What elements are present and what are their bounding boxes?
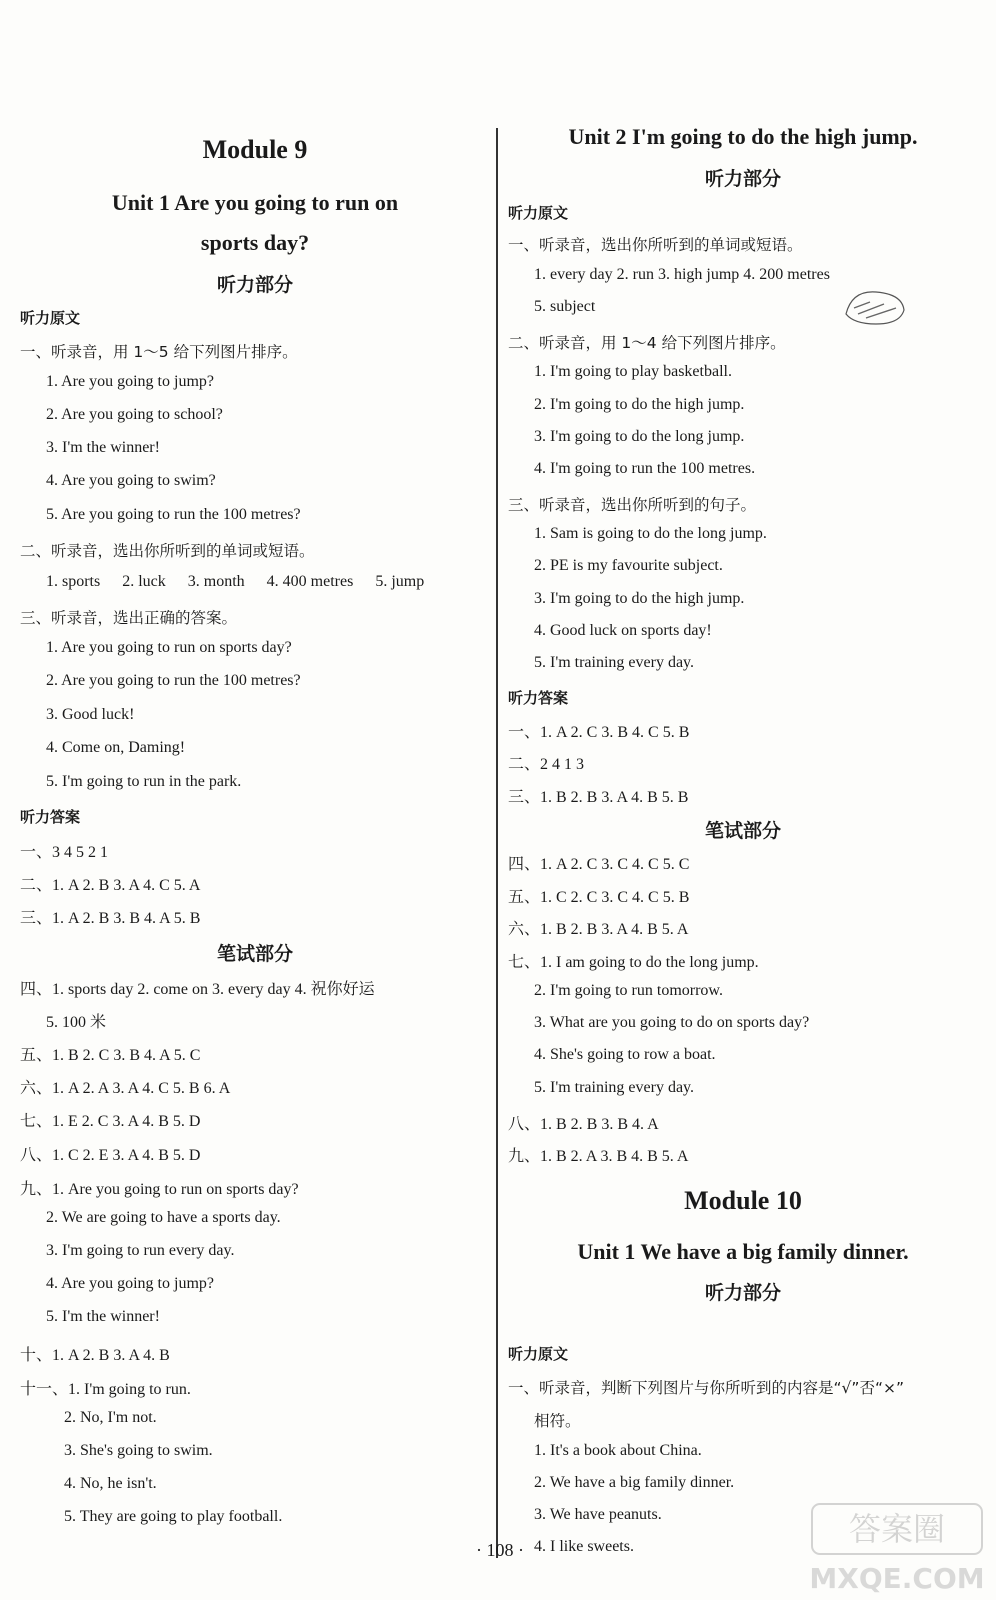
listening-part-heading: 听力部分 xyxy=(216,274,293,296)
answer-row: 五、1. C 2. C 3. C 4. C 5. B xyxy=(508,889,690,906)
question-3: 三、听录音，选出正确的答案。 xyxy=(20,609,238,627)
answer-row: 十、1. A 2. B 3. A 4. B xyxy=(20,1347,170,1364)
listening-answers-label: 听力答案 xyxy=(20,808,81,826)
list-item: 2. Are you going to school? xyxy=(46,406,223,423)
question-3: 三、听录音，选出你所听到的句子。 xyxy=(508,496,757,514)
listening-answers-label: 听力答案 xyxy=(508,689,569,707)
answer-row: 四、1. sports day 2. come on 3. every day 4. 祝你好运 xyxy=(20,981,375,998)
listening-part-heading: 听力部分 xyxy=(704,1282,781,1304)
list-item: 2. We are going to have a sports day. xyxy=(46,1209,281,1226)
list-item: 4. Are you going to swim? xyxy=(46,472,216,489)
written-part-heading: 笔试部分 xyxy=(216,943,293,965)
answer-row: 三、1. A 2. B 3. B 4. A 5. B xyxy=(20,910,201,927)
list-item: 5. Are you going to run the 100 metres? xyxy=(46,506,301,523)
answer-row: 四、1. A 2. C 3. C 4. C 5. C xyxy=(508,856,690,873)
list-item: 3. month xyxy=(187,573,245,590)
listening-text-label: 听力原文 xyxy=(508,1345,569,1363)
module-10-unit-1-title: Unit 1 We have a big family dinner. xyxy=(577,1239,909,1264)
question-1: 一、听录音，判断下列图片与你所听到的内容是“√”否“×” xyxy=(508,1379,904,1397)
written-part-heading: 笔试部分 xyxy=(704,820,781,842)
answer-row: 5. 100 米 xyxy=(46,1014,107,1031)
list-item: 5. jump xyxy=(375,573,425,590)
list-item: 5. I'm training every day. xyxy=(534,654,695,671)
answer-row: 六、1. A 2. A 3. A 4. C 5. B 6. A xyxy=(20,1080,231,1097)
list-item: 1. sports xyxy=(46,573,101,590)
list-item: 5. They are going to play football. xyxy=(64,1508,283,1525)
answer-options-row xyxy=(46,573,424,591)
list-item: 5. I'm going to run in the park. xyxy=(46,773,242,790)
list-item: 4. No, he isn't. xyxy=(64,1475,157,1492)
watermark-logo xyxy=(808,1500,986,1596)
answer-row: 五、1. B 2. C 3. B 4. A 5. C xyxy=(20,1047,201,1064)
list-item: 4. Are you going to jump? xyxy=(46,1275,214,1292)
answer-row: 八、1. C 2. E 3. A 4. B 5. D xyxy=(20,1147,201,1164)
list-item: 3. We have peanuts. xyxy=(534,1506,662,1523)
list-item: 2. Are you going to run the 100 metres? xyxy=(46,672,301,689)
answer-row: 一、3 4 5 2 1 xyxy=(20,844,109,861)
answer-row: 三、1. B 2. B 3. A 4. B 5. B xyxy=(508,789,689,806)
list-item: 3. I'm going to do the long jump. xyxy=(534,428,745,445)
listening-part-heading: 听力部分 xyxy=(704,168,781,190)
stamp-graphic xyxy=(840,284,910,328)
answer-row: 七、1. I am going to do the long jump. xyxy=(508,954,759,971)
list-item: 1. Are you going to jump? xyxy=(46,373,214,390)
watermark-text: MXQE.COM xyxy=(809,1562,985,1595)
column-divider xyxy=(496,128,498,1558)
list-item: 3. She's going to swim. xyxy=(64,1442,213,1459)
question-2: 二、听录音，选出你所听到的单词或短语。 xyxy=(20,542,315,560)
answer-row: 十一、1. I'm going to run. xyxy=(20,1381,191,1398)
list-item: 4. I like sweets. xyxy=(534,1538,634,1555)
list-item: 3. What are you going to do on sports day? xyxy=(534,1014,810,1031)
list-item: 2. No, I'm not. xyxy=(64,1409,157,1426)
answer-row: 九、1. B 2. A 3. B 4. B 5. A xyxy=(508,1148,689,1165)
question-1-continued: 相符。 xyxy=(534,1412,581,1430)
module-9-title: Module 9 xyxy=(202,135,308,164)
list-item: 2. luck xyxy=(122,573,166,590)
list-item: 2. I'm going to do the high jump. xyxy=(534,396,745,413)
module-10-title: Module 10 xyxy=(684,1186,802,1215)
list-item: 2. PE is my favourite subject. xyxy=(534,557,723,574)
list-item: 1. I'm going to play basketball. xyxy=(534,363,732,380)
svg-text:答案圈: 答案圈 xyxy=(848,1510,946,1548)
list-item: 3. I'm going to run every day. xyxy=(46,1242,235,1259)
list-item: 4. I'm going to run the 100 metres. xyxy=(534,460,756,477)
list-item: 3. I'm the winner! xyxy=(46,439,160,456)
answer-row: 二、2 4 1 3 xyxy=(508,756,585,773)
question-1: 一、听录音，用 1～5 给下列图片排序。 xyxy=(20,343,298,361)
list-item: 4. Good luck on sports day! xyxy=(534,622,712,639)
answer-row: 5. subject xyxy=(534,298,596,315)
answer-row: 九、1. Are you going to run on sports day? xyxy=(20,1181,299,1198)
list-item: 1. Are you going to run on sports day? xyxy=(46,639,292,656)
list-item: 4. She's going to row a boat. xyxy=(534,1046,716,1063)
answer-row: 一、1. A 2. C 3. B 4. C 5. B xyxy=(508,724,690,741)
answer-row: 七、1. E 2. C 3. A 4. B 5. D xyxy=(20,1113,201,1130)
unit-1-title-line2: sports day? xyxy=(200,230,310,255)
listening-text-label: 听力原文 xyxy=(20,309,81,327)
unit-1-title-line1: Unit 1 Are you going to run on xyxy=(111,190,399,215)
list-item: 1. It's a book about China. xyxy=(534,1442,702,1459)
answer-row: 1. every day 2. run 3. high jump 4. 200 metres xyxy=(534,266,830,283)
list-item: 3. I'm going to do the high jump. xyxy=(534,590,745,607)
list-item: 5. I'm training every day. xyxy=(534,1079,695,1096)
list-item: 5. I'm the winner! xyxy=(46,1308,160,1325)
answer-row: 六、1. B 2. B 3. A 4. B 5. A xyxy=(508,921,689,938)
page-number: · 108 · xyxy=(476,1540,524,1560)
list-item: 2. We have a big family dinner. xyxy=(534,1474,735,1491)
listening-text-label: 听力原文 xyxy=(508,204,569,222)
list-item: 2. I'm going to run tomorrow. xyxy=(534,982,723,999)
answer-row: 二、1. A 2. B 3. A 4. C 5. A xyxy=(20,877,201,894)
list-item: 3. Good luck! xyxy=(46,706,135,723)
list-item: 1. Sam is going to do the long jump. xyxy=(534,525,767,542)
question-1: 一、听录音，选出你所听到的单词或短语。 xyxy=(508,236,803,254)
list-item: 4. 400 metres xyxy=(266,573,354,590)
question-2: 二、听录音，用 1～4 给下列图片排序。 xyxy=(508,334,786,352)
list-item: 4. Come on, Daming! xyxy=(46,739,186,756)
unit-2-title: Unit 2 I'm going to do the high jump. xyxy=(568,124,918,149)
answer-row: 八、1. B 2. B 3. B 4. A xyxy=(508,1116,659,1133)
